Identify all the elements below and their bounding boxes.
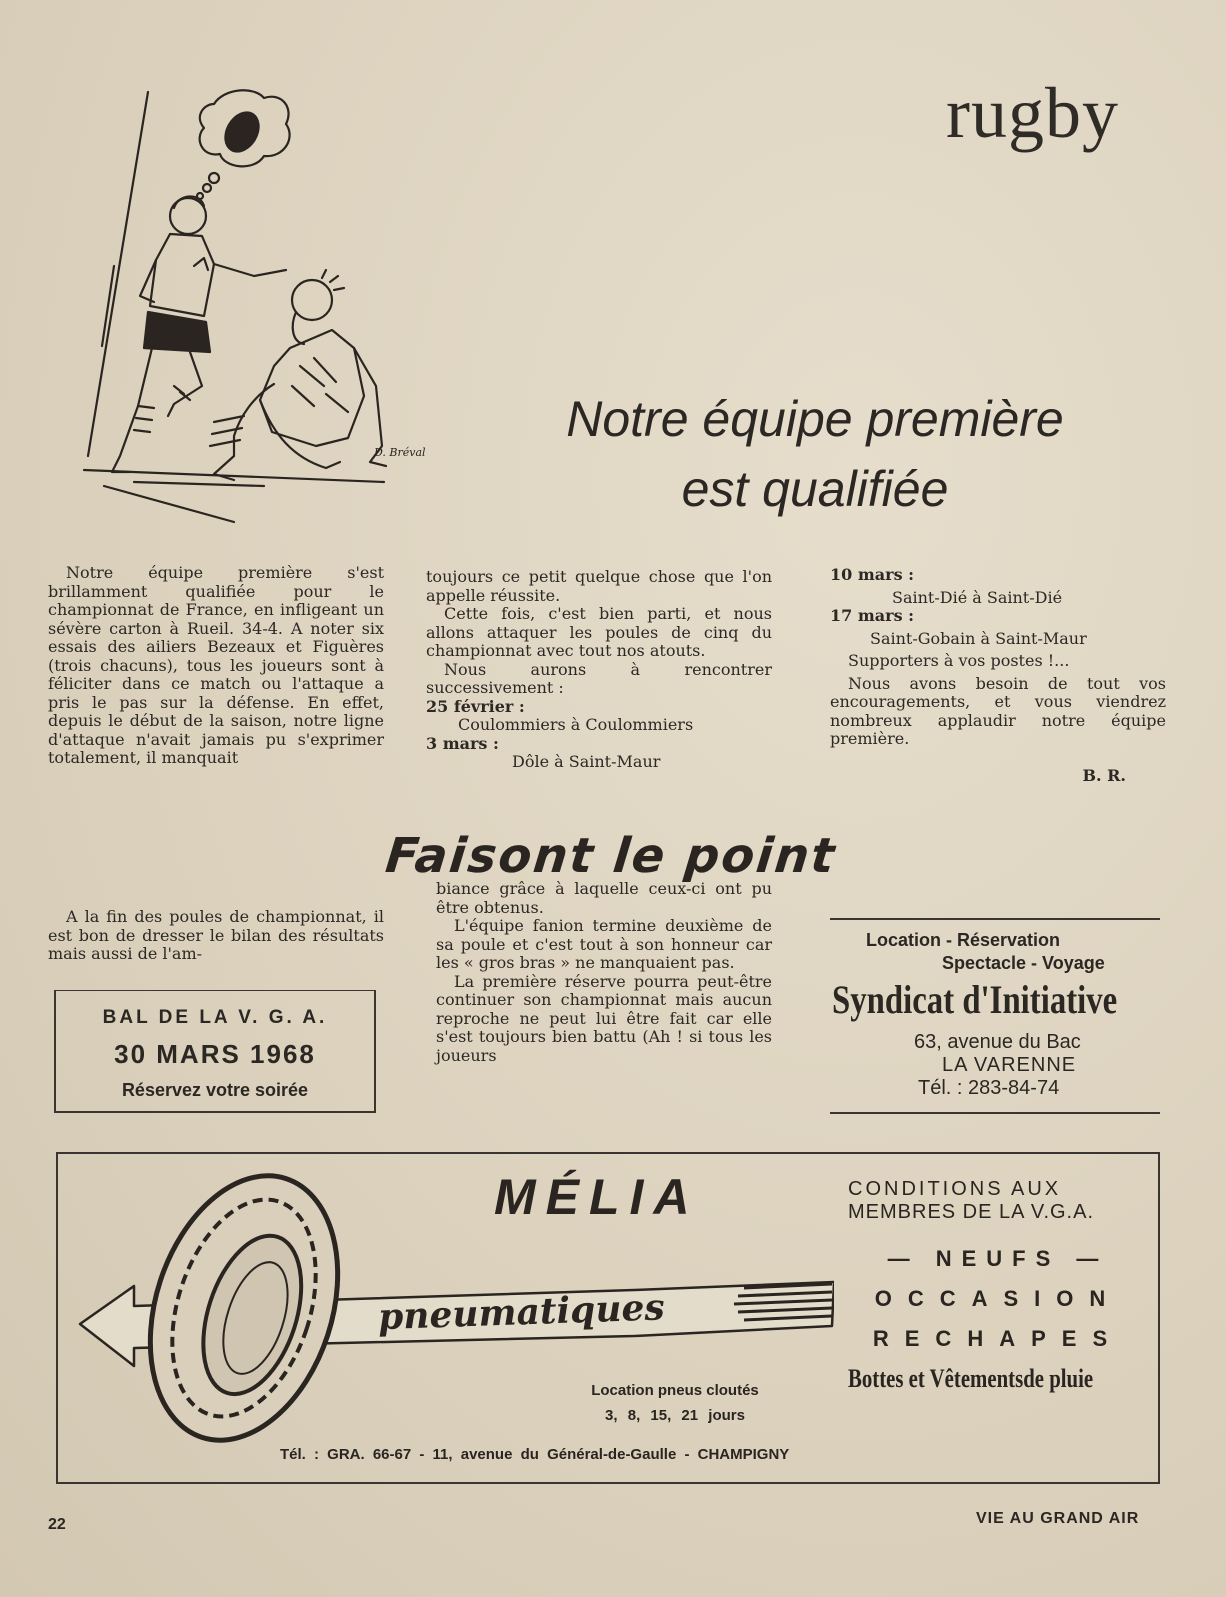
illustration-signature: D. Bréval [374,446,426,459]
bal-title: BAL DE LA V. G. A. [102,1007,328,1028]
article1-col3-text: Nous avons besoin de tout vos encouragements, et vous viendrez nombreux applaudir notre équipe première. [830,673,1166,748]
match-2: Dôle à Saint-Maur [512,752,661,771]
melia-tagline: pneumatiques [377,1286,666,1339]
melia-location-line-2: 3, 8, 15, 21 jours [605,1407,745,1424]
melia-bottes: Bottes et Vêtementsde pluie [848,1364,1094,1393]
match-date-4: 17 mars : [830,606,915,625]
bal-advertisement [54,990,376,1113]
section-title: rugby [946,73,1119,153]
match-date-2: 3 mars : [426,733,499,753]
melia-occasion: OCCASION [874,1286,1122,1311]
article1-column-2 [426,568,772,772]
melia-brand: MÉLIA [494,1169,700,1225]
syndicat-address: 63, avenue du Bac [914,1031,1081,1053]
match-date-1: 25 février : [426,696,525,716]
melia-neufs: — NEUFS — [887,1246,1109,1271]
match-1: Coulommiers à Coulommiers [458,715,694,734]
rugby-cartoon-illustration [64,86,454,536]
syndicat-line-2: Spectacle - Voyage [942,953,1105,973]
syndicat-line-1: Location - Réservation [866,930,1061,950]
magazine-name: VIE AU GRAND AIR [976,1510,1140,1527]
syndicat-phone: Tél. : 283-84-74 [918,1077,1060,1099]
melia-conditions-line-2: MEMBRES DE LA V.G.A. [848,1201,1095,1223]
melia-rechapes: RECHAPES [872,1326,1124,1351]
match-date-3: 10 mars : [830,565,915,584]
article2-title: Faisont le point [382,828,840,884]
headline-line-1: Notre équipe première [566,391,1064,447]
melia-address: Tél. : GRA. 66-67 - 11, avenue du Général-de-Gaulle - CHAMPIGNY [280,1446,790,1463]
article1-column-1 [48,564,384,768]
match-3: Saint-Dié à Saint-Dié [892,587,1063,607]
article1-col1-text: Notre équipe première s'est brillamment qualifiée pour le championnat de France, en infligeant un sévère carton à Rueil. 34-4. A noter six essais des ailiers Bezeaux et Figuères (trois chacuns), tous les joueurs sont à féliciter dans ce match ou l'attaque a pris le pas sur la défense. En effet, depuis le début de la saison, notre ligne d'attaque n'avait jamais pu s'exprimer totalement, il manquait [48,563,384,767]
article1-col2-p1: toujours ce petit quelque chose que l'on appelle réussite. [426,567,772,605]
article1-col2-p2: Cette fois, c'est bien parti, et nous allons attaquer les poules de cinq du championnat avec tout nos atouts. [426,604,772,660]
article2-col2-p3: La première réserve pourra peut-être continuer son championnat mais aucun reproche ne peut lui être fait car elle s'est toujours bien battu (Ah ! si tous les joueurs [436,971,772,1065]
article2-col2-p1: biance grâce à laquelle ceux-ci ont pu être obtenus. [436,879,772,917]
article1-col2-p3: Nous aurons à rencontrer successivement : [426,659,772,697]
article1-signature: B. R. [1082,765,1126,785]
article1-column-3 [830,566,1166,785]
match-4: Saint-Gobain à Saint-Maur [870,628,1087,648]
bal-subtitle: Réservez votre soirée [121,1080,309,1100]
headline-line-2: est qualifiée [681,461,949,517]
melia-location-line-1: Location pneus cloutés [591,1382,759,1399]
article2-col2-p2: L'équipe fanion termine deuxième de sa poule et c'est tout à son honneur car les « gros bras » ne manquaient pas. [436,916,772,972]
syndicat-name: Syndicat d'Initiative [832,977,1118,1022]
page-number: 22 [48,1516,66,1533]
article2-col1-text: A la fin des poules de championnat, il est bon de dresser le bilan des résultats mais aussi de l'am- [48,907,384,963]
syndicat-city: LA VARENNE [942,1054,1077,1076]
article2-column-2 [436,880,772,1065]
melia-conditions-line-1: CONDITIONS AUX [848,1178,1062,1200]
article2-column-1 [48,908,384,964]
supporters-line: Supporters à vos postes !... [848,651,1070,670]
bal-date: 30 MARS 1968 [114,1039,316,1069]
